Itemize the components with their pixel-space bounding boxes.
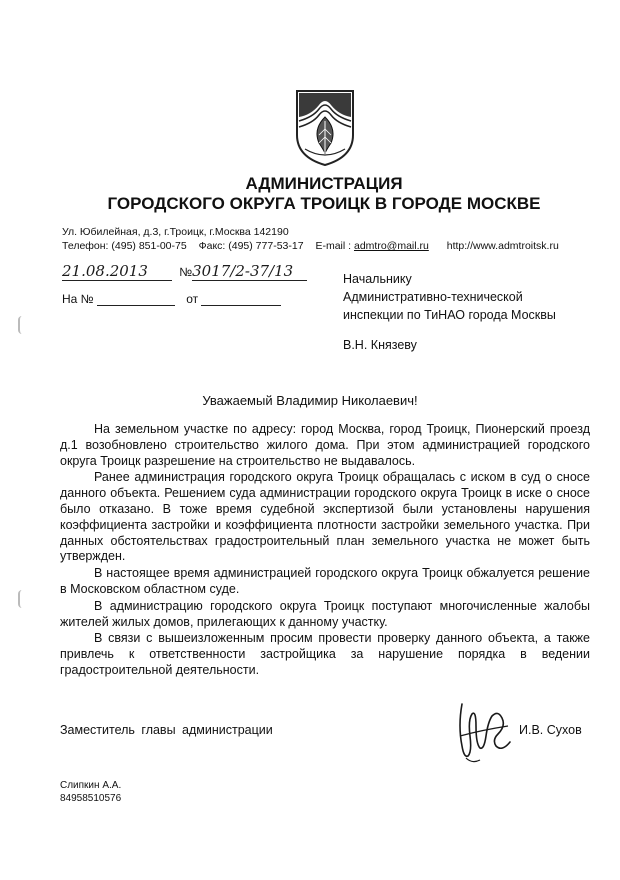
phone-number: Телефон: (495) 851-00-75 bbox=[62, 240, 187, 252]
signatory-name: И.В. Сухов bbox=[519, 723, 582, 737]
number-label: № bbox=[179, 265, 193, 279]
executor-block bbox=[60, 779, 121, 805]
fax-number: Факс: (495) 777-53-17 bbox=[198, 240, 304, 252]
letter-body bbox=[60, 422, 590, 680]
reply-reference-row bbox=[62, 292, 281, 306]
reply-date-label: от bbox=[186, 292, 199, 306]
addressee-block bbox=[343, 270, 556, 324]
addressee-line: инспекции по ТиНАО города Москвы bbox=[343, 308, 556, 322]
organization-address: Ул. Юбилейная, д.3, г.Троицк, г.Москва 142190 bbox=[62, 226, 289, 238]
addressee-line: Начальнику bbox=[343, 272, 412, 286]
email-label: E-mail : bbox=[315, 240, 354, 252]
signatory-title: Заместитель главы администрации bbox=[60, 723, 273, 737]
scan-margin-mark bbox=[18, 590, 26, 608]
website-link[interactable]: http://www.admtroitsk.ru bbox=[446, 240, 559, 252]
body-paragraph: В администрацию городского округа Троицк поступают многочисленные жалобы жителей жилых домов, прилегающих к данному участку. bbox=[60, 598, 590, 629]
body-paragraph: На земельном участке по адресу: город Москва, город Троицк, Пионерский проезд д.1 возобновлено строительство жилого дома. При этом администрацией городского округа Троицк разрешение на строительство не выдавалось. bbox=[60, 422, 590, 468]
recipient-name: В.Н. Князеву bbox=[343, 338, 417, 352]
executor-phone: 84958510576 bbox=[60, 793, 122, 804]
registration-date: 21.08.2013 bbox=[62, 262, 172, 281]
reply-number-blank bbox=[97, 293, 175, 306]
organization-contacts bbox=[62, 240, 568, 252]
scan-margin-mark bbox=[18, 316, 26, 334]
addressee-line: Административно-технической bbox=[343, 290, 523, 304]
salutation: Уважаемый Владимир Николаевич! bbox=[202, 393, 418, 408]
registration-row bbox=[62, 262, 307, 281]
handwritten-signature bbox=[452, 696, 516, 766]
reply-date-blank bbox=[201, 293, 281, 306]
organization-name-line2: ГОРОДСКОГО ОКРУГА ТРОИЦК В ГОРОДЕ МОСКВЕ bbox=[107, 194, 541, 213]
executor-name: Слипкин А.А. bbox=[60, 780, 122, 791]
body-paragraph: В связи с вышеизложенным просим провести проверку данного объекта, а также привлечь к ответственности застройщика за нарушение порядка в ведении градостроительной деятельности. bbox=[60, 631, 590, 677]
organization-name-line1: АДМИНИСТРАЦИЯ bbox=[245, 174, 403, 193]
registration-number: 3017/2-37/13 bbox=[192, 262, 307, 281]
body-paragraph: Ранее администрация городского округа Троицк обращалась с иском в суд о сносе данного объекта. Решением суда администрации городского округа Троицк в иске о сносе было отказано. В тоже время судебной экспертизой были установлены нарушения коэффициента застройки и коэффициента плотности застройки земельного участка. При данных обстоятельствах градостроительный план земельного участка не может быть утвержден. bbox=[60, 470, 590, 564]
body-paragraph: В настоящее время администрацией городского округа Троицк обжалуется решение в Московском областном суде. bbox=[60, 566, 590, 596]
email-link[interactable]: admtro@mail.ru bbox=[353, 240, 429, 252]
reply-number-label: На № bbox=[62, 292, 94, 306]
coat-of-arms-emblem bbox=[293, 87, 357, 167]
